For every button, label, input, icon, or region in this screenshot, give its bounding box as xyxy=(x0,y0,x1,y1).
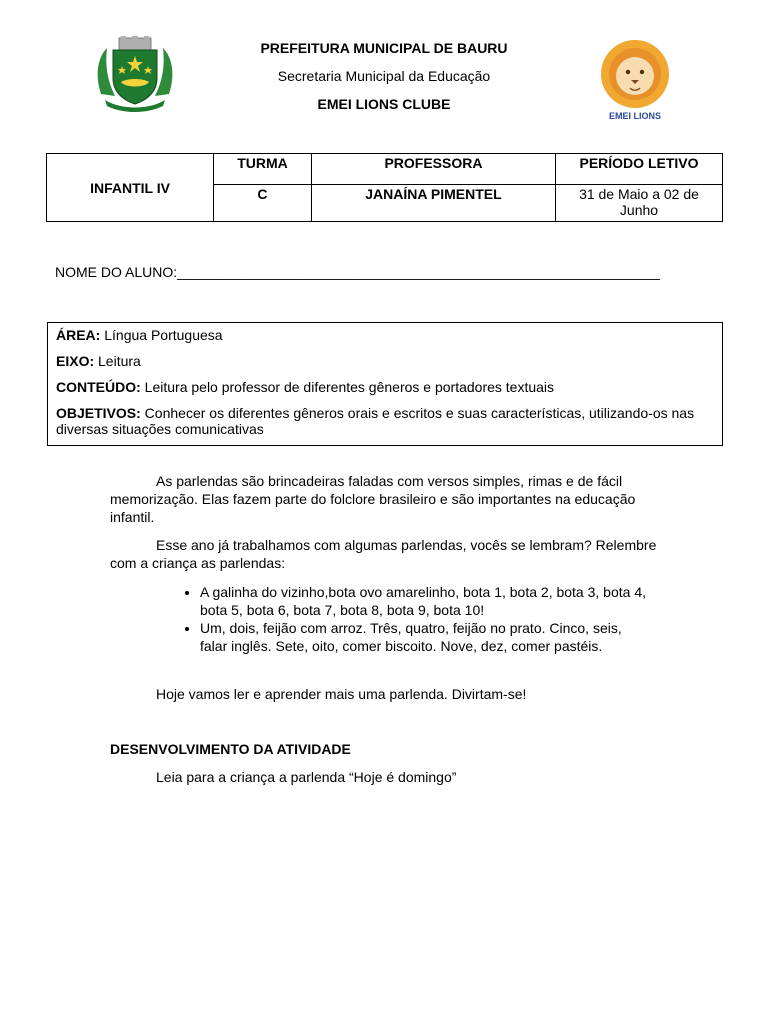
student-name-label: NOME DO ALUNO: xyxy=(55,264,178,280)
emei-lions-logo-icon xyxy=(594,38,676,124)
student-name-field[interactable] xyxy=(55,264,660,280)
parlendas-list xyxy=(110,583,670,655)
bauru-crest-icon xyxy=(95,36,175,116)
prefeitura-title: PREFEITURA MUNICIPAL DE BAURU xyxy=(260,40,508,56)
instruction-paragraph: Leia para a criança a parlenda “Hoje é domingo” xyxy=(156,769,457,785)
header-turma: TURMA xyxy=(214,154,312,185)
class-name-cell: INFANTIL IV xyxy=(47,154,214,222)
value-professora: JANAÍNA PIMENTEL xyxy=(311,185,555,222)
class-info-table xyxy=(46,153,723,222)
header-periodo: PERÍODO LETIVO xyxy=(556,154,723,185)
student-name-line: ______________________________________________________________ xyxy=(177,264,660,280)
list-item: • Um, dois, feijão com arroz. Três, quatro, feijão no prato. Cinco, seis, falar inglês. Sete, oito, comer biscoito. Nove, dez, comer pastéis. xyxy=(200,619,650,655)
area-row: ÁREA: Língua Portuguesa xyxy=(56,327,223,343)
objetivos-row: OBJETIVOS: Conhecer os diferentes gêneros orais e escritos e suas características, utilizando-os nas diversas situações comunicativas xyxy=(56,405,695,437)
value-periodo: 31 de Maio a 02 de Junho xyxy=(556,185,723,222)
closing-paragraph: Hoje vamos ler e aprender mais uma parlenda. Divirtam-se! xyxy=(156,686,527,702)
lion-logo-text: EMEI LIONS xyxy=(608,111,662,121)
section-title: DESENVOLVIMENTO DA ATIVIDADE xyxy=(110,741,351,757)
school-name: EMEI LIONS CLUBE xyxy=(317,96,451,112)
curriculum-box xyxy=(47,322,723,446)
header-professora: PROFESSORA xyxy=(311,154,555,185)
recall-paragraph: Esse ano já trabalhamos com algumas parlendas, vocês se lembram? Relembre com a criança as parlendas: xyxy=(110,537,657,571)
conteudo-row: CONTEÚDO: Leitura pelo professor de diferentes gêneros e portadores textuais xyxy=(56,379,555,395)
intro-paragraph: As parlendas são brincadeiras faladas com versos simples, rimas e de fácil memorização. Elas fazem parte do folclore brasileiro e são importantes na educação infantil. xyxy=(110,473,636,525)
value-turma: C xyxy=(214,185,312,222)
list-item: • A galinha do vizinho,bota ovo amarelinho, bota 1, bota 2, bota 3, bota 4, bota 5, bota 6, bota 7, bota 8, bota 9, bota 10! xyxy=(200,583,650,619)
eixo-row: EIXO: Leitura xyxy=(56,353,141,369)
secretaria-subtitle: Secretaria Municipal da Educação xyxy=(277,68,491,84)
